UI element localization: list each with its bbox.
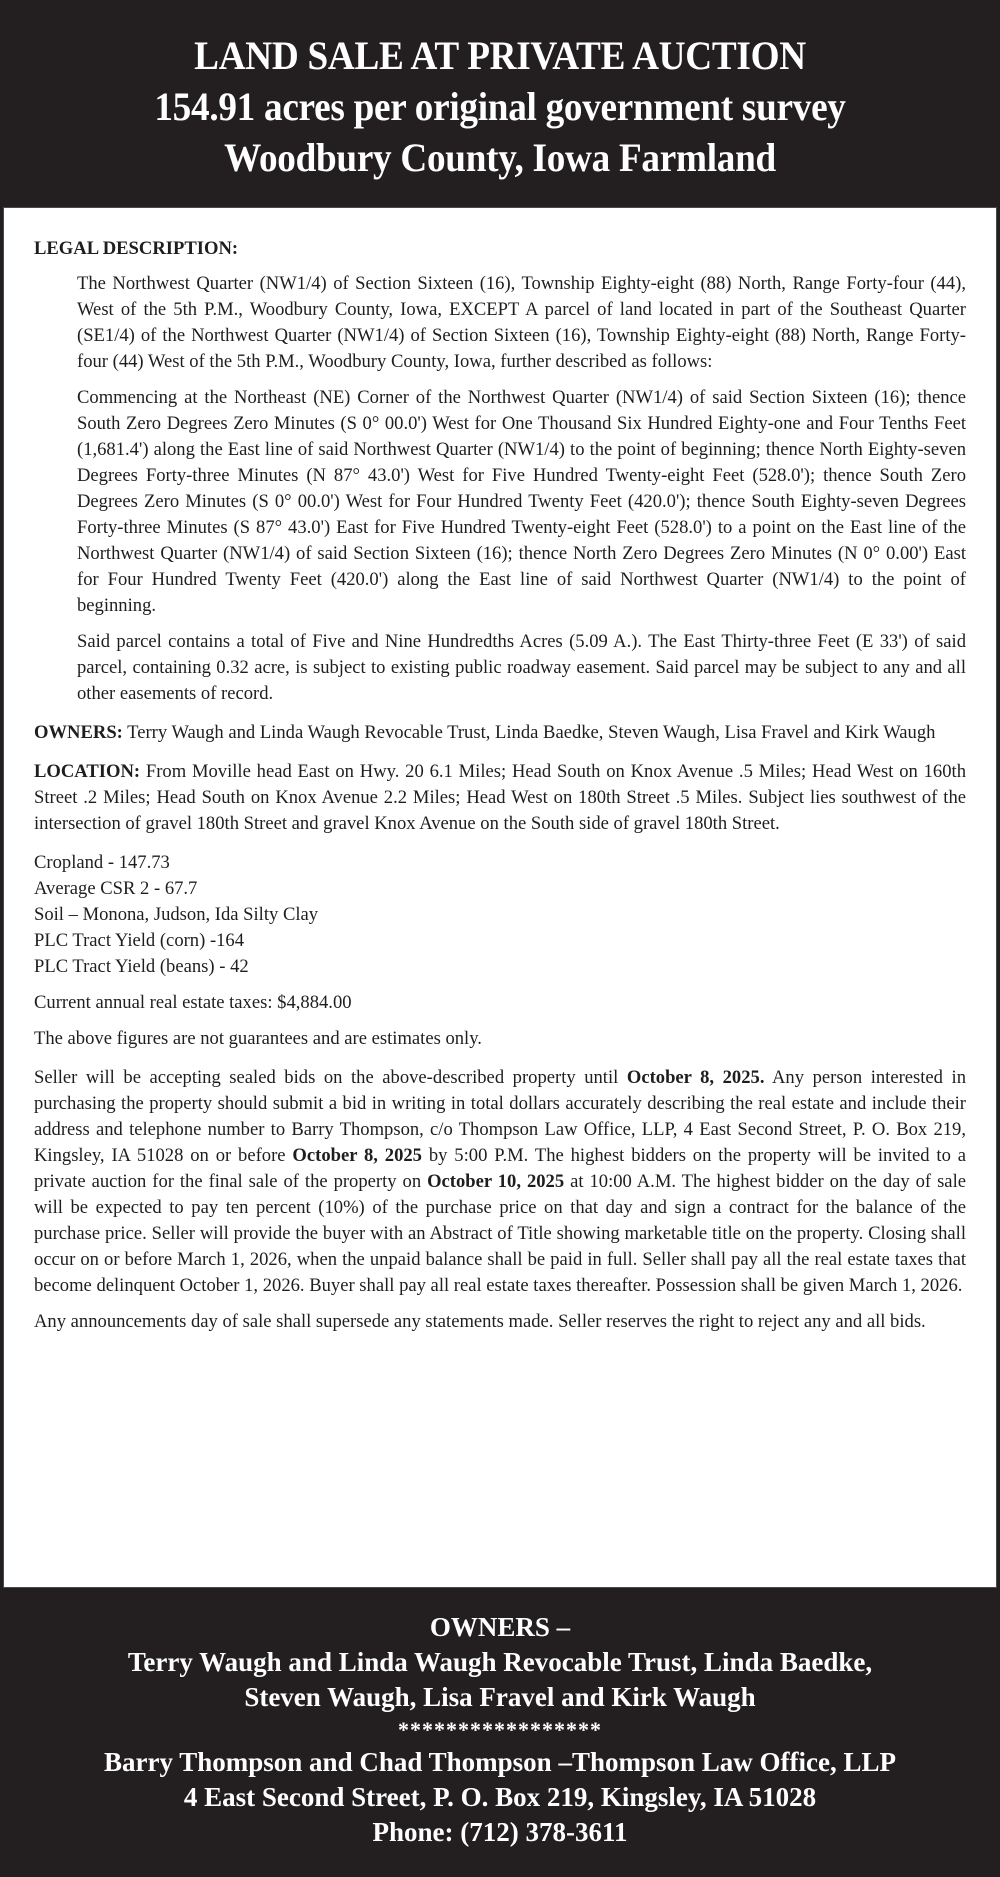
sale-terms-paragraph [34, 1065, 966, 1299]
legal-description-parcel-note: Said parcel contains a total of Five and Nine Hundredths Acres (5.09 A.). The East Thirty-three Feet (E 33') of said parcel, containing 0.32 acre, is subject to existing public roadway easement. Said parcel may be subject to any and all other easements of record. [77, 631, 966, 704]
footer-attorneys: Barry Thompson and Chad Thompson –Thompson Law Office, LLP [104, 1747, 896, 1777]
footer-owners-heading: OWNERS – [429, 1612, 571, 1642]
notice-header [0, 0, 1000, 207]
bid-deadline-date: October 8, 2025. [626, 1067, 765, 1088]
location-label: LOCATION: [34, 761, 141, 782]
stat-corn-yield: PLC Tract Yield (corn) -164 [34, 930, 245, 951]
terms-text: Seller will be accepting sealed bids on the above-described property until [34, 1067, 627, 1088]
notice-title: LAND SALE AT PRIVATE AUCTION [194, 33, 806, 78]
stat-csr2: Average CSR 2 - 67.7 [34, 878, 198, 899]
footer-phone: Phone: (712) 378-3611 [372, 1817, 628, 1847]
terms-text: at 10:00 A.M. The highest bidder on the day of sale will be expected to pay ten percent (10%) of the purchase price on that day and sign a contract for the balance of the purchase price. Seller will provide the buyer with an Abstract of Title showing marketable title on the property. Closing shall occur on or before March 1, 2026, when the unpaid balance shall be paid in full. Seller shall pay all the real estate taxes that become delinquent October 1, 2026. Buyer shall pay all real estate taxes thereafter. Possession shall be given March 1, 2026. [34, 1171, 966, 1296]
stat-bean-yield: PLC Tract Yield (beans) - 42 [34, 956, 249, 977]
notice-footer [0, 1588, 1000, 1850]
stat-soil: Soil – Monona, Judson, Ida Silty Clay [34, 904, 319, 925]
footer-separator: ***************** [398, 1717, 602, 1742]
location-text: From Moville head East on Hwy. 20 6.1 Miles; Head South on Knox Avenue .5 Miles; Head West on 160th Street .2 Miles; Head South on Knox Avenue 2.2 Miles; Head West on 180th Street .5 Miles. Subject lies southwest of the intersection of gravel 180th Street and gravel Knox Avenue on the South side of gravel 180th Street. [34, 761, 966, 834]
legal-description-heading: LEGAL DESCRIPTION: [34, 238, 239, 259]
farm-stats-list [34, 850, 966, 980]
owners-label: OWNERS: [34, 722, 123, 743]
acreage-subtitle: 154.91 acres per original government survey [154, 84, 846, 129]
taxes-line: Current annual real estate taxes: $4,884.00 [34, 992, 352, 1013]
announcements-paragraph: Any announcements day of sale shall supersede any statements made. Seller reserves the right to reject any and all bids. [34, 1311, 926, 1332]
disclaimer-line: The above figures are not guarantees and are estimates only. [34, 1028, 482, 1049]
legal-description-metes-bounds: Commencing at the Northeast (NE) Corner of the Northwest Quarter (NW1/4) of said Section Sixteen (16); thence South Zero Degrees Zero Minutes (S 0° 00.0') West for One Thousand Six Hundred Eighty-one and Four Tenths Feet (1,681.4') along the East line of said Northwest Quarter (NW1/4) to the point of beginning; thence North Eighty-seven Degrees Forty-three Minutes (N 87° 43.0') West for Five Hundred Twenty-eight Feet (528.0'); thence South Zero Degrees Zero Minutes (S 0° 00.0') West for Four Hundred Twenty Feet (420.0'); thence South Eighty-seven Degrees Forty-three Minutes (S 87° 43.0') East for Five Hundred Twenty-eight Feet (528.0') to a point on the East line of the Northwest Quarter (NW1/4) of said Section Sixteen (16); thence North Zero Degrees Zero Minutes (N 0° 0.00') East for Four Hundred Twenty Feet (420.0') along the East line of said Northwest Quarter (NW1/4) to the point of beginning. [77, 387, 966, 616]
footer-owners-line: Terry Waugh and Linda Waugh Revocable Trust, Linda Baedke, [127, 1647, 873, 1677]
bid-deadline-date: October 8, 2025 [292, 1145, 422, 1166]
terms-text: Any person interested in purchasing the property should submit a bid in writing in total dollars accurately describing the real estate and include their address and telephone number to Barry Thompson, c/o Thompson Law Office, LLP, 4 East Second Street, P. O. Box 219, Kingsley, IA 51028 on or before [34, 1067, 966, 1166]
footer-address: 4 East Second Street, P. O. Box 219, Kingsley, IA 51028 [183, 1782, 817, 1812]
auction-date: October 10, 2025 [427, 1171, 565, 1192]
location-subtitle: Woodbury County, Iowa Farmland [224, 135, 776, 180]
legal-description-paragraph: The Northwest Quarter (NW1/4) of Section Sixteen (16), Township Eighty-eight (88) North, Range Forty-four (44), West of the 5th P.M., Woodbury County, Iowa, EXCEPT A parcel of land located in part of the Southeast Quarter (SE1/4) of the Northwest Quarter (NW1/4) of Section Sixteen (16), Township Eighty-eight (88) North, Range Forty-four (44) West of the 5th P.M., Woodbury County, Iowa, further described as follows: [77, 273, 966, 372]
owners-paragraph [34, 720, 966, 746]
stat-cropland: Cropland - 147.73 [34, 852, 170, 873]
location-paragraph [34, 759, 966, 837]
terms-text: by 5:00 P.M. The highest bidders on the property will be invited to a private auction for the final sale of the property on [34, 1145, 966, 1192]
footer-owners-line: Steven Waugh, Lisa Fravel and Kirk Waugh [244, 1682, 756, 1712]
owners-text: Terry Waugh and Linda Waugh Revocable Trust, Linda Baedke, Steven Waugh, Lisa Fravel and Kirk Waugh [122, 722, 936, 743]
notice-body [3, 207, 997, 1588]
